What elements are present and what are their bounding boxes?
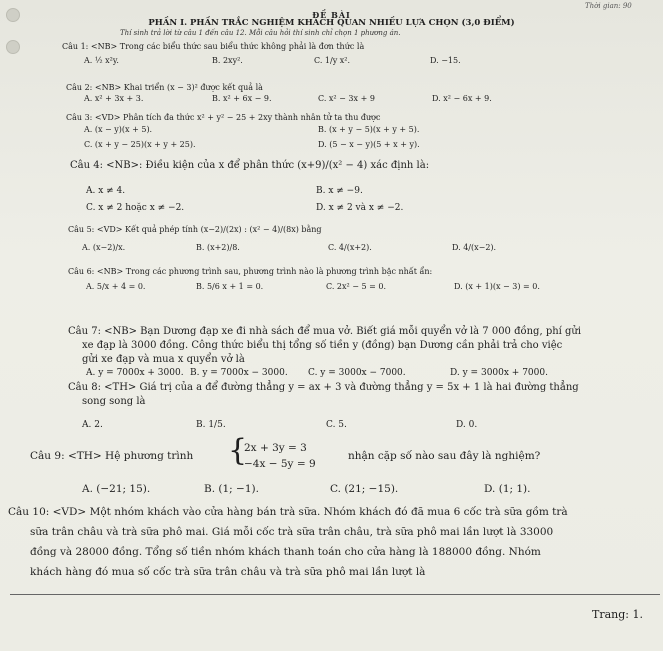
question-5-option-b: B. (x+2)/8. xyxy=(196,243,240,252)
question-3-option-a: A. (x − y)(x + 5). xyxy=(84,125,153,134)
question-1: Câu 1: <NB> Trong các biểu thức sau biểu thức không phải là đơn thức là xyxy=(62,42,365,51)
question-9-option-b: B. (1; −1). xyxy=(204,483,259,495)
question-8-line-2: song song là xyxy=(82,396,146,407)
question-1-option-b: B. 2xy². xyxy=(212,56,243,65)
binder-hole xyxy=(6,40,20,54)
question-10-line-3: đồng và 28000 đồng. Tổng số tiền nhóm khách thanh toán cho cửa hàng là 188000 đồng. Nhóm xyxy=(30,546,541,558)
question-4-option-d: D. x ≠ 2 và x ≠ −2. xyxy=(316,203,404,213)
question-6-option-b: B. 5/6 x + 1 = 0. xyxy=(196,282,264,291)
question-3-option-c: C. (x + y − 25)(x + y + 25). xyxy=(84,140,196,149)
question-10-line-2: sữa trân châu và trà sữa phô mai. Giá mỗi cốc trà sữa trân châu, trà sữa phô mai lần lượt là 33000 xyxy=(30,526,554,538)
question-6-option-a: A. 5/x + 4 = 0. xyxy=(86,282,146,291)
question-9-option-d: D. (1; 1). xyxy=(484,483,531,495)
question-8-line-1: Câu 8: <TH> Giá trị của a để đường thẳng y = ax + 3 và đường thẳng y = 5x + 1 là hai đường thẳng xyxy=(68,382,579,393)
section-instructions: Thí sinh trả lời từ câu 1 đến câu 12. Mỗi câu hỏi thí sinh chỉ chọn 1 phương án. xyxy=(120,29,401,37)
question-2-option-d: D. x² − 6x + 9. xyxy=(432,94,492,103)
question-9-equation-1: 2x + 3y = 3 xyxy=(244,442,307,454)
question-5-option-d: D. 4/(x−2). xyxy=(452,243,497,252)
question-5: Câu 5: <VD> Kết quả phép tính (x−2)/(2x) : (x² − 4)/(8x) bằng xyxy=(68,225,322,234)
question-4-option-b: B. x ≠ −9. xyxy=(316,186,363,196)
question-4: Câu 4: <NB>: Điều kiện của x để phân thức (x+9)/(x² − 4) xác định là: xyxy=(70,160,430,171)
question-6-option-c: C. 2x² − 5 = 0. xyxy=(326,282,387,291)
question-7-option-d: D. y = 3000x + 7000. xyxy=(450,368,548,378)
question-7-line-2: xe đạp là 3000 đồng. Công thức biểu thị tổng số tiền y (đồng) bạn Dương cần phải trả cho việc xyxy=(82,340,563,351)
question-3-option-b: B. (x + y − 5)(x + y + 5). xyxy=(318,125,420,134)
section-title: PHẦN I. PHẦN TRẮC NGHIỆM KHÁCH QUAN NHIỀU LỰA CHỌN (3,0 ĐIỂM) xyxy=(148,18,515,28)
question-3: Câu 3: <VD> Phân tích đa thức x² + y² − 25 + 2xy thành nhân tử ta thu được xyxy=(66,113,381,122)
page-number: Trang: 1. xyxy=(592,608,643,621)
page-divider xyxy=(10,594,660,595)
question-4-option-a: A. x ≠ 4. xyxy=(86,186,126,196)
header-note: Thời gian: 90 xyxy=(585,2,632,10)
question-6-option-d: D. (x + 1)(x − 3) = 0. xyxy=(454,282,540,291)
question-4-option-c: C. x ≠ 2 hoặc x ≠ −2. xyxy=(86,203,185,213)
question-8-option-d: D. 0. xyxy=(456,420,478,430)
question-2-option-c: C. x² − 3x + 9 xyxy=(318,94,375,103)
question-2-option-a: A. x² + 3x + 3. xyxy=(84,94,144,103)
question-1-option-d: D. −15. xyxy=(430,56,461,65)
question-5-option-c: C. 4/(x+2). xyxy=(328,243,372,252)
question-9-option-a: A. (−21; 15). xyxy=(82,483,151,495)
question-6: Câu 6: <NB> Trong các phương trình sau, phương trình nào là phương trình bậc nhất ẩn: xyxy=(68,267,433,276)
question-5-option-a: A. (x−2)/x. xyxy=(82,243,126,252)
system-brace: { xyxy=(228,433,248,468)
question-7-option-a: A. y = 7000x + 3000. xyxy=(86,368,184,378)
exam-title: ĐỀ BÀI xyxy=(312,10,351,20)
question-9-prompt: nhận cặp số nào sau đây là nghiệm? xyxy=(348,450,541,462)
question-2: Câu 2: <NB> Khai triển (x − 3)² được kết quả là xyxy=(66,83,263,92)
question-2-option-b: B. x² + 6x − 9. xyxy=(212,94,272,103)
question-1-option-a: A. ½ x²y. xyxy=(84,56,119,65)
question-9-equation-2: −4x − 5y = 9 xyxy=(244,458,316,470)
question-7-line-3: gửi xe đạp và mua x quyển vở là xyxy=(82,354,245,365)
question-9: Câu 9: <TH> Hệ phương trình xyxy=(30,450,194,462)
question-1-option-c: C. 1/y x². xyxy=(314,56,351,65)
question-8-option-a: A. 2. xyxy=(82,420,103,430)
question-10-line-1: Câu 10: <VD> Một nhóm khách vào cửa hàng bán trà sữa. Nhóm khách đó đã mua 6 cốc trà sữa gồm trà xyxy=(8,506,568,518)
question-3-option-d: D. (5 − x − y)(5 + x + y). xyxy=(318,140,420,149)
question-7-option-b: B. y = 7000x − 3000. xyxy=(190,368,288,378)
question-8-option-c: C. 5. xyxy=(326,420,347,430)
question-7-line-1: Câu 7: <NB> Bạn Dương đạp xe đi nhà sách để mua vở. Biết giá mỗi quyển vở là 7 000 đồng, phí gửi xyxy=(68,326,582,337)
question-8-option-b: B. 1/5. xyxy=(196,420,226,430)
question-9-option-c: C. (21; −15). xyxy=(330,483,399,495)
question-7-option-c: C. y = 3000x − 7000. xyxy=(308,368,406,378)
question-10-line-4: khách hàng đó mua số cốc trà sữa trân châu và trà sữa phô mai lần lượt là xyxy=(30,566,426,578)
